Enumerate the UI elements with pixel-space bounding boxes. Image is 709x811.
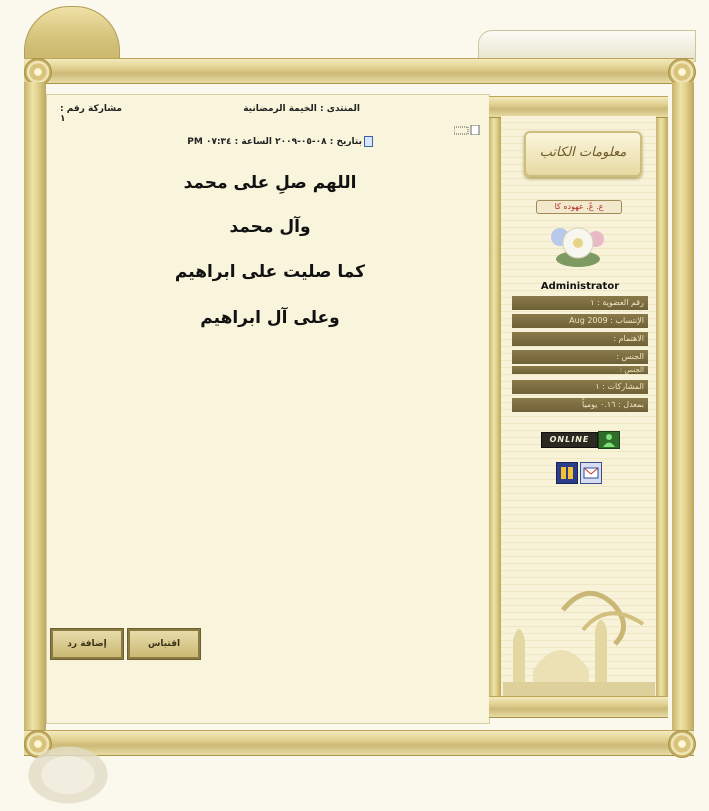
right-rail — [672, 82, 694, 730]
rank-label: ع. عً. عهوده كا — [536, 200, 622, 214]
username[interactable]: Administrator — [540, 281, 620, 292]
info-member-id: رقم العضوية : ١ — [512, 296, 648, 310]
online-status-badge — [541, 432, 598, 448]
top-ornament — [24, 6, 120, 64]
quote-button[interactable]: اقتباس — [127, 628, 201, 660]
post-icon — [454, 120, 480, 130]
private-message-icon[interactable] — [580, 462, 602, 484]
info-interest: الاهتمام : — [512, 332, 648, 346]
mosque-decoration — [503, 570, 655, 696]
author-info-title: معلومات الكاتب — [539, 145, 627, 160]
corner-ornament-br — [668, 730, 696, 758]
post-line-4: وعلى آل ابراهيم — [200, 308, 340, 328]
post-number: مشاركة رقم : ١ — [60, 104, 122, 124]
author-info-badge — [524, 131, 642, 177]
top-beam — [24, 58, 694, 84]
reply-button[interactable]: إضافة رد — [50, 628, 124, 660]
sidebar-rail-right — [656, 96, 668, 716]
sidebar-rail-left — [489, 96, 501, 716]
bottom-calligraphy-logo — [22, 742, 114, 808]
bottom-beam — [24, 730, 694, 756]
profile-icon[interactable] — [556, 462, 578, 484]
info-join-date: الإنتساب : Aug 2009 — [512, 314, 648, 328]
post-line-1: اللهم صلِ على محمد — [183, 173, 357, 193]
date-line — [168, 136, 373, 147]
info-rate: بمعدل : ٠.١٦ يومياً — [512, 398, 648, 412]
info-gender-2: الجنس : — [512, 366, 648, 374]
avatar — [548, 219, 606, 271]
date-text: بتاريخ : ٠٨-٠٥-٢٠٠٩ الساعة : ٠٧:٣٤ PM — [187, 137, 362, 147]
post-line-2: وآل محمد — [229, 217, 311, 237]
left-rail — [24, 82, 46, 730]
forum-label[interactable]: المنتدى : الخيمة الرمضانية — [243, 104, 360, 114]
document-icon — [364, 136, 373, 147]
sidebar-top-beam — [489, 96, 668, 118]
info-gender: الجنس : — [512, 350, 648, 364]
user-online-icon — [598, 431, 620, 449]
info-posts: المشاركات : ١ — [512, 380, 648, 394]
online-label: ONLINE — [549, 435, 590, 444]
sidebar-bottom-beam — [489, 696, 668, 718]
post-line-3: كما صليت على ابراهيم — [174, 262, 366, 282]
